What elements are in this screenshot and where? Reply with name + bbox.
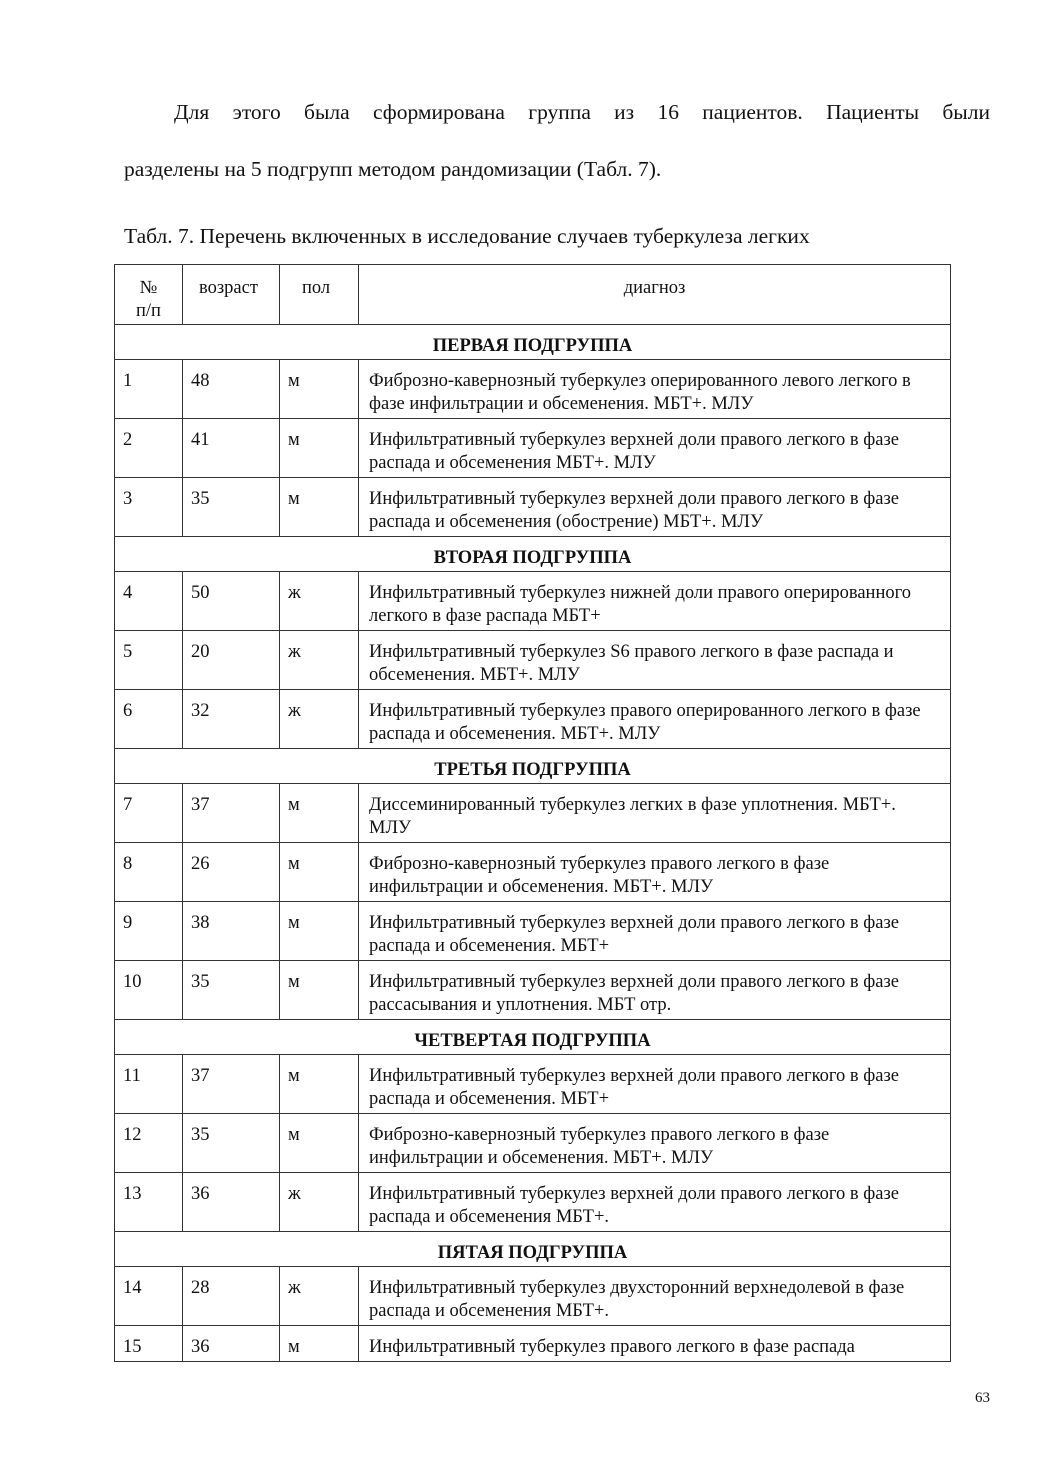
- cell-num: 3: [115, 478, 183, 537]
- cell-sex: м: [280, 1114, 359, 1173]
- header-age: возраст: [183, 265, 280, 325]
- cell-num: 12: [115, 1114, 183, 1173]
- table-row: [115, 690, 951, 749]
- table-row: [115, 1114, 951, 1173]
- table-row: [115, 478, 951, 537]
- cell-age: 26: [183, 843, 280, 902]
- group-title: ЧЕТВЕРТАЯ ПОДГРУППА: [115, 1020, 951, 1055]
- cell-num: 14: [115, 1267, 183, 1326]
- cell-num: 8: [115, 843, 183, 902]
- cell-diagnosis: Диссеминированный туберкулез легких в фазе уплотнения. МБТ+. МЛУ: [359, 784, 951, 843]
- table-row: [115, 419, 951, 478]
- cell-diagnosis: Инфильтративный туберкулез верхней доли правого легкого в фазе распада и обсеменения (обострение) МБТ+. МЛУ: [359, 478, 951, 537]
- cell-num: 2: [115, 419, 183, 478]
- cell-sex: м: [280, 961, 359, 1020]
- cell-age: 28: [183, 1267, 280, 1326]
- cell-age: 50: [183, 572, 280, 631]
- table-row: [115, 360, 951, 419]
- cell-num: 15: [115, 1326, 183, 1362]
- cell-age: 35: [183, 1114, 280, 1173]
- cell-num: 13: [115, 1173, 183, 1232]
- cell-age: 38: [183, 902, 280, 961]
- header-sex: пол: [280, 265, 359, 325]
- header-num: № п/п: [115, 265, 183, 325]
- cell-age: 35: [183, 478, 280, 537]
- cell-sex: ж: [280, 690, 359, 749]
- cell-sex: ж: [280, 572, 359, 631]
- cell-sex: ж: [280, 631, 359, 690]
- cell-num: 7: [115, 784, 183, 843]
- cell-sex: м: [280, 1055, 359, 1114]
- table-row: [115, 902, 951, 961]
- page-number: 63: [975, 1390, 990, 1406]
- intro-paragraph-line1: Для этого была сформирована группа из 16 пациентов. Пациенты были: [174, 100, 990, 124]
- table-body: [115, 325, 951, 1362]
- cell-sex: м: [280, 843, 359, 902]
- cell-sex: ж: [280, 1173, 359, 1232]
- cell-age: 36: [183, 1173, 280, 1232]
- cell-sex: м: [280, 784, 359, 843]
- patients-table: [114, 264, 951, 1362]
- table-row: [115, 572, 951, 631]
- cell-sex: м: [280, 1326, 359, 1362]
- cell-num: 4: [115, 572, 183, 631]
- cell-sex: м: [280, 902, 359, 961]
- cell-diagnosis: Инфильтративный туберкулез нижней доли правого оперированного легкого в фазе распада МБТ+: [359, 572, 951, 631]
- cell-diagnosis: Инфильтративный туберкулез верхней доли правого легкого в фазе распада и обсеменения МБТ+. МЛУ: [359, 419, 951, 478]
- cell-diagnosis: Фиброзно-кавернозный туберкулез правого легкого в фазе инфильтрации и обсеменения. МБТ+. МЛУ: [359, 843, 951, 902]
- cell-age: 48: [183, 360, 280, 419]
- cell-sex: м: [280, 360, 359, 419]
- table-row: [115, 1326, 951, 1362]
- cell-age: 37: [183, 784, 280, 843]
- cell-diagnosis: Инфильтративный туберкулез верхней доли правого легкого в фазе распада и обсеменения. МБТ+: [359, 1055, 951, 1114]
- table-caption: Табл. 7. Перечень включенных в исследование случаев туберкулеза легких: [124, 224, 810, 248]
- cell-num: 1: [115, 360, 183, 419]
- cell-age: 20: [183, 631, 280, 690]
- cell-diagnosis: Инфильтративный туберкулез правого легкого в фазе распада: [359, 1326, 951, 1362]
- group-title: ВТОРАЯ ПОДГРУППА: [115, 537, 951, 572]
- cell-num: 10: [115, 961, 183, 1020]
- cell-sex: ж: [280, 1267, 359, 1326]
- group-header-row: [115, 749, 951, 784]
- table-row: [115, 843, 951, 902]
- cell-age: 37: [183, 1055, 280, 1114]
- cell-num: 5: [115, 631, 183, 690]
- cell-age: 32: [183, 690, 280, 749]
- group-header-row: [115, 325, 951, 360]
- cell-diagnosis: Фиброзно-кавернозный туберкулез оперированного левого легкого в фазе инфильтрации и обсеменения. МБТ+. МЛУ: [359, 360, 951, 419]
- group-header-row: [115, 1020, 951, 1055]
- group-title: ПЕРВАЯ ПОДГРУППА: [115, 325, 951, 360]
- header-diagnosis: диагноз: [359, 265, 951, 325]
- table-row: [115, 961, 951, 1020]
- cell-diagnosis: Инфильтративный туберкулез верхней доли правого легкого в фазе распада и обсеменения МБТ+.: [359, 1173, 951, 1232]
- group-title: ТРЕТЬЯ ПОДГРУППА: [115, 749, 951, 784]
- table-row: [115, 784, 951, 843]
- cell-diagnosis: Инфильтративный туберкулез верхней доли правого легкого в фазе рассасывания и уплотнения. МБТ отр.: [359, 961, 951, 1020]
- cell-diagnosis: Инфильтративный туберкулез S6 правого легкого в фазе распада и обсеменения. МБТ+. МЛУ: [359, 631, 951, 690]
- table-row: [115, 1173, 951, 1232]
- cell-diagnosis: Инфильтративный туберкулез двухсторонний верхнедолевой в фазе распада и обсеменения МБТ+.: [359, 1267, 951, 1326]
- group-header-row: [115, 537, 951, 572]
- table-row: [115, 1267, 951, 1326]
- cell-age: 41: [183, 419, 280, 478]
- intro-paragraph-line2: разделены на 5 подгрупп методом рандомизации (Табл. 7).: [124, 157, 662, 181]
- cell-num: 6: [115, 690, 183, 749]
- cell-diagnosis: Инфильтративный туберкулез верхней доли правого легкого в фазе распада и обсеменения. МБТ+: [359, 902, 951, 961]
- cell-num: 11: [115, 1055, 183, 1114]
- cell-sex: м: [280, 419, 359, 478]
- table-row: [115, 1055, 951, 1114]
- group-header-row: [115, 1232, 951, 1267]
- cell-diagnosis: Фиброзно-кавернозный туберкулез правого легкого в фазе инфильтрации и обсеменения. МБТ+. МЛУ: [359, 1114, 951, 1173]
- cell-sex: м: [280, 478, 359, 537]
- table-row: [115, 631, 951, 690]
- cell-age: 36: [183, 1326, 280, 1362]
- cell-age: 35: [183, 961, 280, 1020]
- cell-diagnosis: Инфильтративный туберкулез правого оперированного легкого в фазе распада и обсеменения. МБТ+. МЛУ: [359, 690, 951, 749]
- cell-num: 9: [115, 902, 183, 961]
- table-header-row: [115, 265, 951, 325]
- group-title: ПЯТАЯ ПОДГРУППА: [115, 1232, 951, 1267]
